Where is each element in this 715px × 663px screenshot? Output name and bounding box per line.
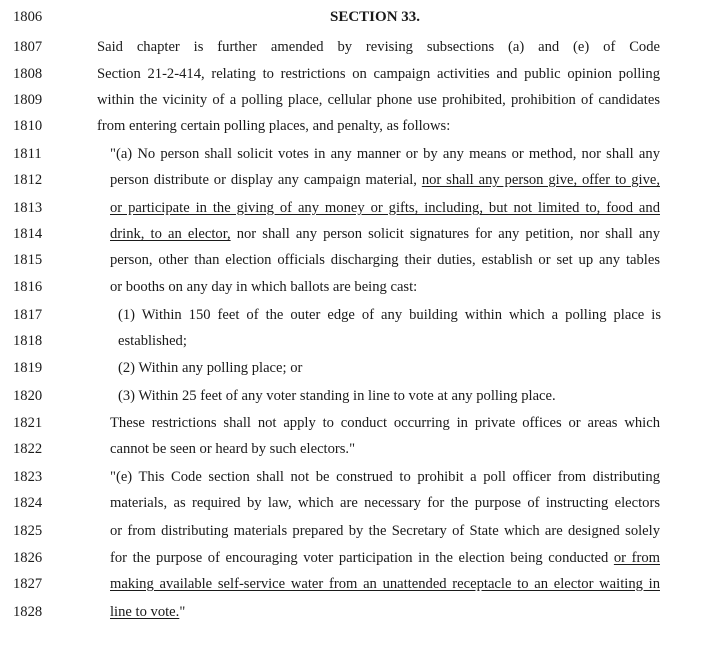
- text-segment: SECTION 33.: [330, 9, 421, 25]
- text-segment: person, other than election officials discharging their duties, establish or set up any tables: [110, 252, 660, 268]
- line-number: 1809: [13, 92, 43, 108]
- document-line: [0, 141, 715, 167]
- line-text: [110, 410, 660, 436]
- line-text: [110, 274, 417, 300]
- line-number: 1814: [13, 226, 43, 242]
- line-number: 1813: [13, 200, 43, 216]
- line-number: 1816: [13, 279, 43, 295]
- line-number: 1818: [13, 333, 43, 349]
- line-text: [110, 247, 660, 273]
- text-segment: (3) Within 25 feet of any voter standing in line to vote at any polling place.: [118, 388, 556, 404]
- line-number: 1827: [13, 576, 43, 592]
- underlined-insertion: drink, to an elector,: [110, 226, 231, 242]
- document-line: [0, 599, 715, 625]
- line-text: [110, 141, 660, 167]
- line-text: [97, 61, 660, 87]
- document-line: [0, 195, 715, 221]
- text-segment: or from distributing materials prepared by the Secretary of State which are designed solely: [110, 523, 660, 539]
- line-number: 1807: [13, 39, 43, 55]
- text-segment: Said chapter is further amended by revising subsections (a) and (e) of Code: [97, 39, 660, 55]
- document-line: [0, 328, 715, 354]
- line-number: 1806: [13, 9, 43, 25]
- line-text: [97, 113, 450, 139]
- line-number: 1812: [13, 172, 43, 188]
- line-text: [110, 436, 355, 462]
- line-number: 1824: [13, 495, 43, 511]
- document-line: [0, 436, 715, 462]
- line-text: [118, 328, 187, 354]
- text-segment: nor shall any person solicit signatures for any petition, nor shall any: [230, 226, 660, 242]
- document-line: [0, 410, 715, 436]
- line-text: [110, 167, 660, 193]
- text-segment: "(a) No person shall solicit votes in any manner or by any means or method, nor shall any: [110, 146, 660, 162]
- line-number: 1819: [13, 360, 43, 376]
- line-number: 1811: [13, 146, 42, 162]
- text-segment: (1) Within 150 feet of the outer edge of any building within which a polling place is: [118, 307, 661, 323]
- line-text: [110, 599, 185, 625]
- document-line: [0, 221, 715, 247]
- line-number: 1822: [13, 441, 43, 457]
- section-heading: [330, 4, 420, 30]
- text-segment: or booths on any day in which ballots are being cast:: [110, 279, 418, 295]
- document-line: [0, 113, 715, 139]
- document-line: [0, 247, 715, 273]
- line-number: 1815: [13, 252, 43, 268]
- line-number: 1817: [13, 307, 43, 323]
- line-number: 1823: [13, 469, 43, 485]
- line-text: [97, 34, 660, 60]
- text-segment: (2) Within any polling place; or: [118, 360, 303, 376]
- document-line: [0, 274, 715, 300]
- document-line: [0, 383, 715, 409]
- text-segment: Section 21-2-414, relating to restrictions on campaign activities and public opinion polling: [97, 66, 660, 82]
- underlined-insertion: line to vote.: [110, 604, 180, 620]
- underlined-insertion: or from: [613, 550, 660, 566]
- line-number: 1825: [13, 523, 43, 539]
- line-number: 1821: [13, 415, 43, 431]
- text-segment: within the vicinity of a polling place, cellular phone use prohibited, prohibition of candidates: [97, 92, 660, 108]
- line-text: [110, 518, 660, 544]
- text-segment: "(e) This Code section shall not be construed to prohibit a poll officer from distributing: [110, 469, 660, 485]
- text-segment: from entering certain polling places, and penalty, as follows:: [97, 118, 451, 134]
- text-segment: These restrictions shall not apply to conduct occurring in private offices or areas which: [110, 415, 660, 431]
- line-number: 1826: [13, 550, 43, 566]
- underlined-insertion: making available self-service water from an unattended receptacle to an elector waiting in: [110, 576, 660, 592]
- underlined-insertion: nor shall any person give, offer to give,: [421, 172, 660, 188]
- line-text: [118, 383, 556, 409]
- line-text: [110, 490, 660, 516]
- line-text: [110, 221, 660, 247]
- line-number: 1820: [13, 388, 43, 404]
- line-text: [118, 302, 661, 328]
- document-line: [0, 464, 715, 490]
- document-line: [0, 167, 715, 193]
- text-segment: materials, as required by law, which are necessary for the purpose of instructing electors: [110, 495, 660, 511]
- text-segment: established;: [118, 333, 187, 349]
- line-text: [110, 195, 660, 221]
- line-text: [110, 545, 660, 571]
- line-text: [118, 355, 302, 381]
- document-line: [0, 571, 715, 597]
- document-line: [0, 61, 715, 87]
- document-line: [0, 4, 715, 30]
- text-segment: cannot be seen or heard by such electors.": [110, 441, 356, 457]
- line-number: 1828: [13, 604, 43, 620]
- text-segment: ": [179, 604, 186, 620]
- line-number: 1810: [13, 118, 43, 134]
- line-text: [110, 571, 660, 597]
- document-line: [0, 87, 715, 113]
- line-text: [110, 464, 660, 490]
- document-line: [0, 518, 715, 544]
- text-segment: person distribute or display any campaign material,: [110, 172, 422, 188]
- line-text: [97, 87, 660, 113]
- document-line: [0, 545, 715, 571]
- document-line: [0, 302, 715, 328]
- underlined-insertion: or participate in the giving of any money or gifts, including, but not limited to, food and: [110, 200, 660, 216]
- document-line: [0, 34, 715, 60]
- document-line: [0, 490, 715, 516]
- document-line: [0, 355, 715, 381]
- line-number: 1808: [13, 66, 43, 82]
- text-segment: for the purpose of encouraging voter participation in the election being conducted: [110, 550, 614, 566]
